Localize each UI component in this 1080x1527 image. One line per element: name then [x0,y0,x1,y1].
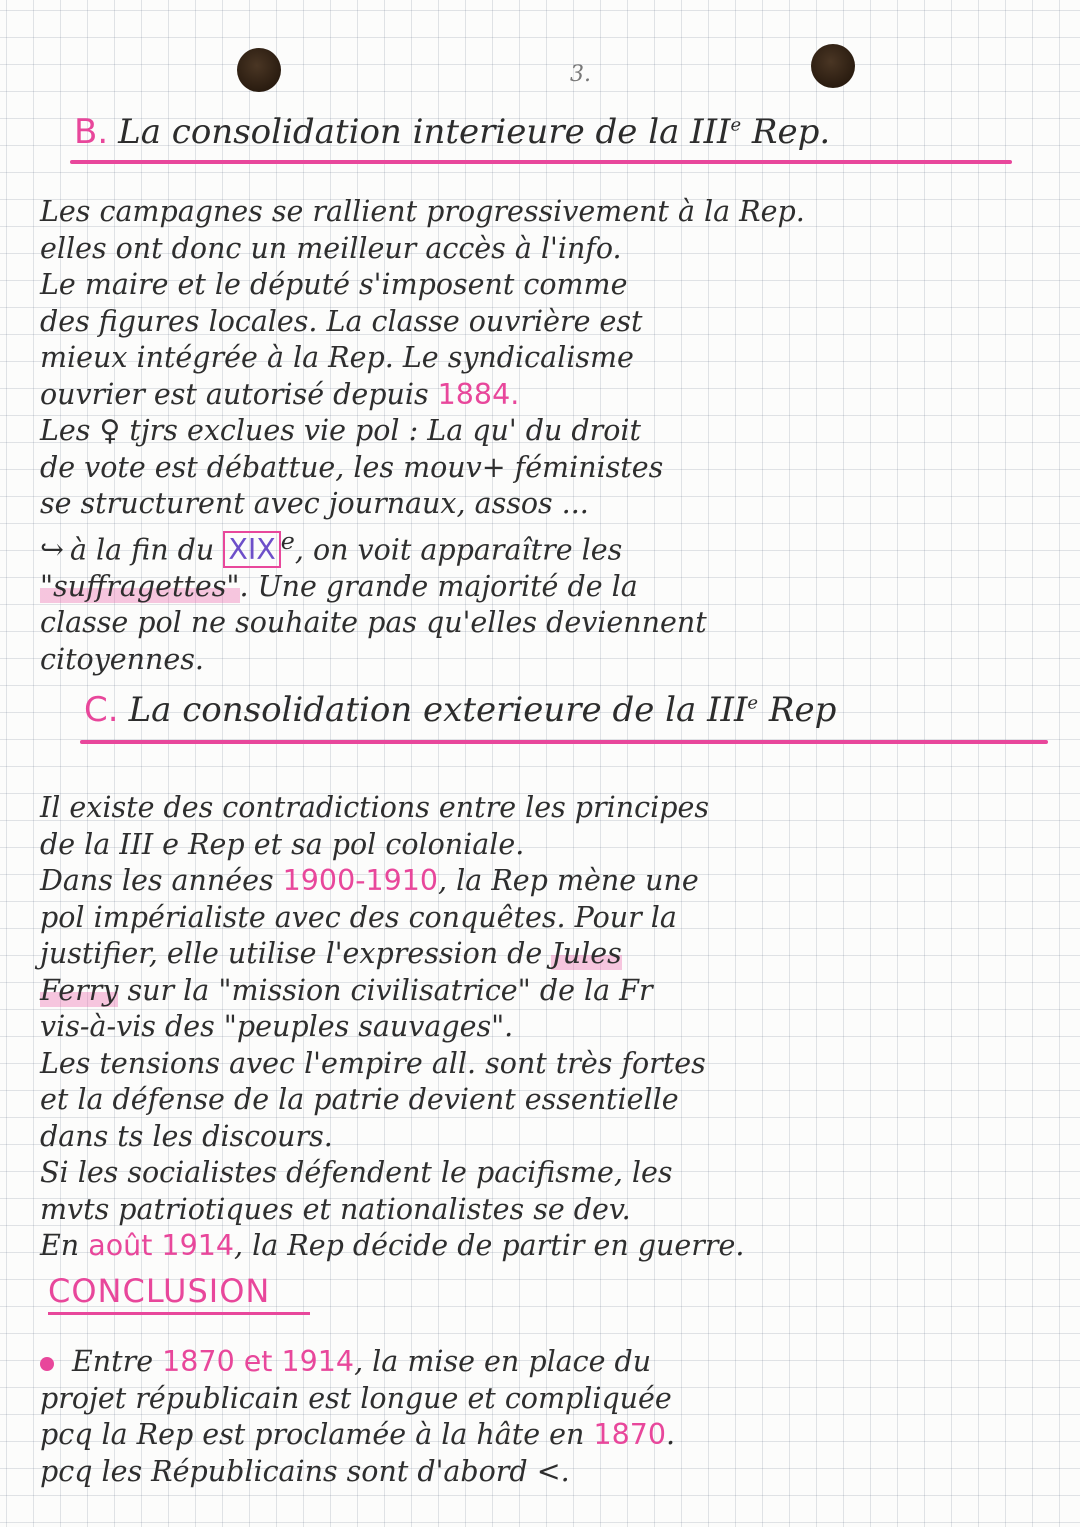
conclusion-underline [48,1312,310,1315]
bullet-icon [40,1357,54,1371]
jules-highlight: Jules [551,937,622,970]
century-sup: e [280,526,295,555]
section-c-heading [84,690,836,730]
text-line: Le maire et le député s'imposent comme [40,268,628,301]
text-line [40,569,1060,606]
text-line: et la défense de la patrie devient essentielle [40,1083,679,1116]
binder-hole-left [237,48,281,92]
year-1870: 1870 [593,1418,666,1451]
text-line [40,523,1060,569]
text-line [40,863,1060,900]
text-line: mvts patriotiques et nationalistes se dev. [40,1192,631,1226]
section-b-heading [74,112,830,152]
text-line: elles ont donc un meilleur accès à l'info. [40,231,622,265]
text-line: de vote est débattue, les mouv+ féministes [40,450,664,484]
text-line: Si les socialistes défendent le pacifisme, les [40,1156,673,1189]
text-segment: à la fin du [70,533,215,566]
section-b-title: La consolidation interieure de la III [118,112,731,152]
text-line: citoyennes. [40,642,204,676]
text-line: projet républicain est longue et compliquée [40,1381,672,1415]
text-line: pol impérialiste avec des conquêtes. Pour la [40,900,677,934]
section-b-underline [70,160,1012,164]
century-box: XIX [223,531,280,568]
text-line [40,1417,1060,1454]
years-1870-1914: 1870 et 1914 [162,1345,355,1378]
section-c-underline [80,740,1048,744]
text-line: se structurent avec journaux, assos ... [40,487,589,520]
text-line [40,973,1060,1010]
text-segment: . [665,1418,676,1451]
text-segment: , la mise en place du [354,1345,652,1378]
text-line [40,1228,1060,1265]
text-line: vis-à-vis des "peuples sauvages". [40,1010,514,1043]
text-line: Il existe des contradictions entre les principes [40,791,709,824]
ferry-highlight: Ferry [40,973,119,1007]
section-c-title: La consolidation exterieure de la III [128,690,748,730]
binder-hole-right [811,44,855,88]
conclusion-title: CONCLUSION [48,1272,271,1310]
text-segment: . Une grande majorité de la [239,569,638,603]
text-line: Les campagnes se rallient progressivement à la Rep. [40,195,805,228]
section-c-title-sup: e [747,692,759,714]
text-segment: sur la "mission civilisatrice" de la Fr [127,973,653,1007]
section-c-body [40,790,1060,1265]
text-line: Les tensions avec l'empire all. sont très fortes [40,1046,706,1080]
years-1900-1910: 1900-1910 [282,864,439,897]
conclusion-body [40,1344,1060,1490]
text-segment: justifier, elle utilise l'expression de [40,937,543,970]
text-line: de la III e Rep et sa pol coloniale. [40,827,525,861]
section-b-body [40,194,1060,678]
text-line: classe pol ne souhaite pas qu'elles deviennent [40,606,707,639]
section-b-letter: B. [74,112,109,152]
text-line: Les ♀ tjrs exclues vie pol : La qu' du droit [40,414,641,447]
text-segment: pcq la Rep est proclamée à la hâte en [40,1418,585,1451]
section-b-title-sup: e [730,114,742,136]
section-c-title-end: Rep [768,690,837,730]
arrow-right-icon: ↪ [40,533,64,566]
suffragettes-highlight: "suffragettes" [40,569,240,603]
date-aout-1914: août 1914 [88,1229,234,1262]
text-segment: , la Rep décide de partir en guerre. [233,1229,745,1262]
text-line: des figures locales. La classe ouvrière est [40,304,643,338]
text-line [40,1344,1060,1381]
text-line: dans ts les discours. [40,1119,333,1153]
text-segment: , on voit apparaître les [294,533,623,566]
section-c-letter: C. [84,690,119,730]
text-segment: , la Rep mène une [438,864,699,897]
text-segment: Entre [72,1345,154,1378]
text-line [40,936,1060,973]
text-line: mieux intégrée à la Rep. Le syndicalisme [40,341,634,374]
section-b-title-end: Rep. [751,112,831,152]
text-line [40,377,1060,414]
text-segment: ouvrier est autorisé depuis [40,377,429,411]
text-segment: En [40,1229,80,1262]
text-line: pcq les Républicains sont d'abord <. [40,1454,570,1488]
text-segment: Dans les années [40,864,274,897]
year-1884: 1884. [437,377,520,411]
page-number: 3. [570,62,591,87]
